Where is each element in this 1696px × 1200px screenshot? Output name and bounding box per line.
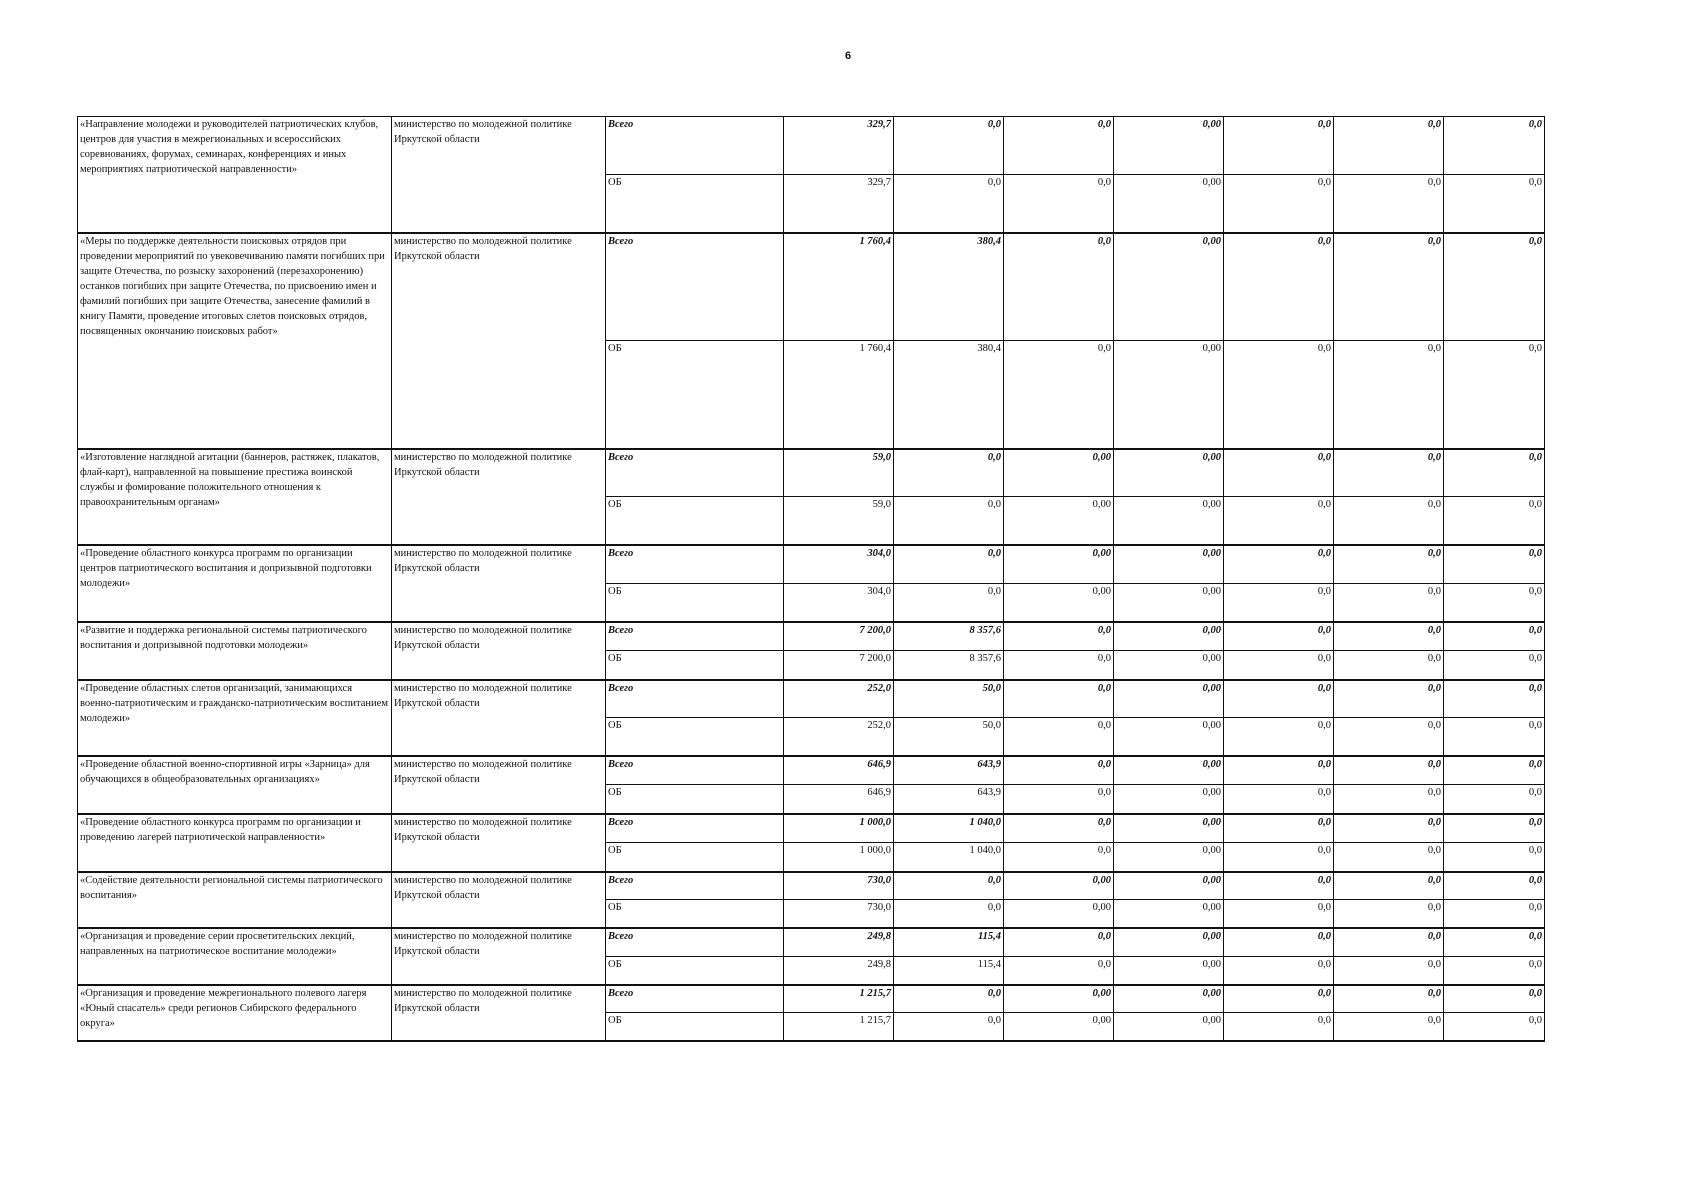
amount-cell: 0,00 [1114, 785, 1224, 814]
amount-cell: 646,9 [784, 756, 894, 785]
amount-cell: 0,00 [1004, 497, 1114, 545]
measure-name: «Организация и проведение серии просветительских лекций, направленных на патриотическое воспитание молодежи» [78, 928, 392, 985]
amount-cell: 0,00 [1004, 985, 1114, 1013]
amount-cell: 730,0 [784, 872, 894, 900]
amount-cell: 0,0 [1444, 900, 1545, 928]
amount-cell: 0,00 [1114, 985, 1224, 1013]
amount-cell: 0,0 [1444, 622, 1545, 651]
amount-cell: 115,4 [894, 957, 1004, 985]
source-label-total: Всего [606, 756, 784, 785]
amount-cell: 0,0 [1224, 928, 1334, 957]
amount-cell: 0,00 [1114, 843, 1224, 872]
source-label-total: Всего [606, 985, 784, 1013]
amount-cell: 0,0 [1334, 584, 1444, 622]
measure-name: «Проведение областного конкурса программ по организации центров патриотического воспитания и допризывной подготовки молодежи» [78, 545, 392, 622]
executor: министерство по молодежной политике Иркутской области [392, 814, 606, 872]
amount-cell: 0,0 [894, 1013, 1004, 1041]
amount-cell: 0,0 [1444, 785, 1545, 814]
amount-cell: 50,0 [894, 718, 1004, 756]
amount-cell: 0,00 [1114, 651, 1224, 680]
amount-cell: 0,00 [1114, 1013, 1224, 1041]
amount-cell: 0,0 [1444, 814, 1545, 843]
amount-cell: 0,0 [1224, 584, 1334, 622]
amount-cell: 0,0 [894, 900, 1004, 928]
amount-cell: 0,0 [1004, 341, 1114, 449]
amount-cell: 0,0 [1224, 622, 1334, 651]
amount-cell: 0,00 [1114, 622, 1224, 651]
amount-cell: 0,0 [1004, 117, 1114, 175]
source-label-total: Всего [606, 622, 784, 651]
executor: министерство по молодежной политике Иркутской области [392, 756, 606, 814]
amount-cell: 0,0 [1224, 233, 1334, 341]
amount-cell: 59,0 [784, 497, 894, 545]
amount-cell: 730,0 [784, 900, 894, 928]
amount-cell: 643,9 [894, 785, 1004, 814]
source-label-ob: ОБ [606, 651, 784, 680]
amount-cell: 0,0 [1224, 117, 1334, 175]
measure-name: «Развитие и поддержка региональной системы патриотического воспитания и допризывной подготовки молодежи» [78, 622, 392, 680]
amount-cell: 252,0 [784, 718, 894, 756]
amount-cell: 0,0 [1334, 985, 1444, 1013]
amount-cell: 0,00 [1004, 584, 1114, 622]
amount-cell: 0,0 [1224, 651, 1334, 680]
amount-cell: 0,0 [1224, 843, 1334, 872]
amount-cell: 0,0 [1004, 843, 1114, 872]
measure-name: «Направление молодежи и руководителей патриотических клубов, центров для участия в межрегиональных и всероссийских соревнованиях, форумах, семинарах, конференциях и иных мероприятиях патриотической направленности» [78, 117, 392, 233]
table-row [78, 545, 1545, 584]
amount-cell: 0,0 [894, 117, 1004, 175]
source-label-ob: ОБ [606, 1013, 784, 1041]
amount-cell: 50,0 [894, 680, 1004, 718]
source-label-total: Всего [606, 233, 784, 341]
amount-cell: 0,0 [1224, 175, 1334, 233]
amount-cell: 304,0 [784, 545, 894, 584]
amount-cell: 1 760,4 [784, 341, 894, 449]
amount-cell: 0,0 [1334, 622, 1444, 651]
amount-cell: 0,0 [1224, 985, 1334, 1013]
source-label-total: Всего [606, 680, 784, 718]
amount-cell: 8 357,6 [894, 651, 1004, 680]
source-label-ob: ОБ [606, 341, 784, 449]
amount-cell: 8 357,6 [894, 622, 1004, 651]
executor: министерство по молодежной политике Иркутской области [392, 622, 606, 680]
table-row [78, 680, 1545, 718]
amount-cell: 0,0 [1224, 814, 1334, 843]
executor: министерство по молодежной политике Иркутской области [392, 117, 606, 233]
amount-cell: 0,0 [1444, 449, 1545, 497]
amount-cell: 0,0 [1334, 814, 1444, 843]
amount-cell: 0,0 [1334, 497, 1444, 545]
amount-cell: 1 215,7 [784, 1013, 894, 1041]
amount-cell: 249,8 [784, 928, 894, 957]
amount-cell: 0,0 [1334, 928, 1444, 957]
amount-cell: 0,0 [1004, 233, 1114, 341]
amount-cell: 0,00 [1114, 497, 1224, 545]
amount-cell: 0,0 [1224, 785, 1334, 814]
amount-cell: 0,0 [1004, 651, 1114, 680]
executor: министерство по молодежной политике Иркутской области [392, 985, 606, 1041]
table-row [78, 814, 1545, 843]
amount-cell: 0,0 [1334, 872, 1444, 900]
amount-cell: 0,0 [1444, 756, 1545, 785]
amount-cell: 0,0 [894, 872, 1004, 900]
executor: министерство по молодежной политике Иркутской области [392, 449, 606, 545]
amount-cell: 0,0 [1004, 756, 1114, 785]
table-row [78, 622, 1545, 651]
amount-cell: 0,0 [1334, 900, 1444, 928]
amount-cell: 0,0 [1224, 900, 1334, 928]
amount-cell: 0,0 [894, 449, 1004, 497]
amount-cell: 0,0 [1444, 928, 1545, 957]
executor: министерство по молодежной политике Иркутской области [392, 872, 606, 928]
source-label-total: Всего [606, 449, 784, 497]
amount-cell: 0,0 [1334, 843, 1444, 872]
amount-cell: 0,0 [1224, 1013, 1334, 1041]
table-row [78, 233, 1545, 341]
executor: министерство по молодежной политике Иркутской области [392, 680, 606, 756]
amount-cell: 0,0 [1444, 233, 1545, 341]
amount-cell: 0,00 [1114, 718, 1224, 756]
executor: министерство по молодежной политике Иркутской области [392, 233, 606, 449]
measure-name: «Изготовление наглядной агитации (баннеров, растяжек, плакатов, флай-карт), направленной на повышение престижа воинской службы и фомирование положительного отношения к правоохранительным органам» [78, 449, 392, 545]
measure-name: «Меры по поддержке деятельности поисковых отрядов при проведении мероприятий по увековечиванию памяти погибших при защите Отечества, по розыску захоронений (перезахоронению) останков погибших при защите Отечества, по присвоению имен и фамилий погибших при защите Отечества, занесение фамилий в книгу Памяти, проведение итоговых слетов поисковых отрядов, посвященных окончанию поисковых работ» [78, 233, 392, 449]
amount-cell: 0,00 [1114, 175, 1224, 233]
executor: министерство по молодежной политике Иркутской области [392, 928, 606, 985]
amount-cell: 0,0 [894, 545, 1004, 584]
amount-cell: 0,00 [1114, 341, 1224, 449]
amount-cell: 252,0 [784, 680, 894, 718]
amount-cell: 1 000,0 [784, 843, 894, 872]
amount-cell: 643,9 [894, 756, 1004, 785]
amount-cell: 0,00 [1114, 449, 1224, 497]
measure-name: «Проведение областной военно-спортивной игры «Зарница» для обучающихся в общеобразовательных организациях» [78, 756, 392, 814]
amount-cell: 0,0 [1224, 718, 1334, 756]
amount-cell: 0,00 [1114, 900, 1224, 928]
amount-cell: 0,00 [1004, 545, 1114, 584]
amount-cell: 0,0 [1444, 497, 1545, 545]
source-label-ob: ОБ [606, 497, 784, 545]
source-label-ob: ОБ [606, 175, 784, 233]
source-label-total: Всего [606, 928, 784, 957]
amount-cell: 380,4 [894, 341, 1004, 449]
amount-cell: 0,0 [1334, 175, 1444, 233]
amount-cell: 59,0 [784, 449, 894, 497]
amount-cell: 0,00 [1114, 872, 1224, 900]
amount-cell: 0,0 [1444, 985, 1545, 1013]
amount-cell: 0,0 [894, 497, 1004, 545]
amount-cell: 0,00 [1114, 957, 1224, 985]
amount-cell: 0,00 [1114, 680, 1224, 718]
amount-cell: 0,0 [1224, 680, 1334, 718]
table-row [78, 449, 1545, 497]
amount-cell: 1 215,7 [784, 985, 894, 1013]
amount-cell: 0,00 [1114, 584, 1224, 622]
amount-cell: 0,0 [1224, 756, 1334, 785]
amount-cell: 0,00 [1004, 1013, 1114, 1041]
table-row [78, 928, 1545, 957]
amount-cell: 329,7 [784, 117, 894, 175]
amount-cell: 0,0 [1334, 756, 1444, 785]
amount-cell: 1 040,0 [894, 843, 1004, 872]
amount-cell: 0,0 [1334, 341, 1444, 449]
amount-cell: 0,00 [1114, 814, 1224, 843]
source-label-total: Всего [606, 814, 784, 843]
amount-cell: 0,0 [894, 985, 1004, 1013]
source-label-ob: ОБ [606, 584, 784, 622]
amount-cell: 0,0 [1444, 872, 1545, 900]
amount-cell: 380,4 [894, 233, 1004, 341]
amount-cell: 0,0 [1444, 843, 1545, 872]
amount-cell: 0,0 [1224, 497, 1334, 545]
amount-cell: 304,0 [784, 584, 894, 622]
source-label-ob: ОБ [606, 957, 784, 985]
amount-cell: 0,0 [1334, 651, 1444, 680]
amount-cell: 0,0 [1334, 680, 1444, 718]
amount-cell: 0,0 [1224, 341, 1334, 449]
source-label-total: Всего [606, 545, 784, 584]
funding-table [77, 116, 1545, 1042]
measure-name: «Организация и проведение межрегионального полевого лагеря «Юный спасатель» среди регионов Сибирского федерального округа» [78, 985, 392, 1041]
amount-cell: 0,0 [1334, 545, 1444, 584]
amount-cell: 0,0 [1224, 545, 1334, 584]
source-label-total: Всего [606, 872, 784, 900]
amount-cell: 0,0 [1334, 785, 1444, 814]
executor: министерство по молодежной политике Иркутской области [392, 545, 606, 622]
amount-cell: 0,0 [894, 175, 1004, 233]
amount-cell: 0,0 [1444, 545, 1545, 584]
amount-cell: 0,00 [1004, 872, 1114, 900]
amount-cell: 0,0 [1334, 957, 1444, 985]
amount-cell: 0,0 [1004, 680, 1114, 718]
amount-cell: 1 760,4 [784, 233, 894, 341]
amount-cell: 0,0 [1334, 1013, 1444, 1041]
amount-cell: 0,00 [1004, 449, 1114, 497]
amount-cell: 1 000,0 [784, 814, 894, 843]
amount-cell: 0,00 [1114, 233, 1224, 341]
amount-cell: 0,00 [1114, 117, 1224, 175]
amount-cell: 0,0 [1444, 175, 1545, 233]
amount-cell: 0,0 [1224, 449, 1334, 497]
amount-cell: 0,0 [1444, 584, 1545, 622]
amount-cell: 7 200,0 [784, 651, 894, 680]
amount-cell: 0,00 [1114, 756, 1224, 785]
amount-cell: 0,0 [1444, 341, 1545, 449]
amount-cell: 0,0 [1334, 117, 1444, 175]
amount-cell: 0,0 [1444, 1013, 1545, 1041]
amount-cell: 0,0 [1444, 957, 1545, 985]
source-label-ob: ОБ [606, 718, 784, 756]
measure-name: «Проведение областных слетов организаций, занимающихся военно-патриотическим и гражданско-патриотическим воспитанием молодежи» [78, 680, 392, 756]
amount-cell: 0,0 [1334, 233, 1444, 341]
amount-cell: 0,0 [1004, 175, 1114, 233]
amount-cell: 0,0 [1334, 718, 1444, 756]
amount-cell: 0,0 [1224, 957, 1334, 985]
table-row [78, 756, 1545, 785]
amount-cell: 0,0 [1224, 872, 1334, 900]
amount-cell: 7 200,0 [784, 622, 894, 651]
amount-cell: 0,0 [1444, 651, 1545, 680]
table-row [78, 117, 1545, 175]
source-label-ob: ОБ [606, 843, 784, 872]
amount-cell: 646,9 [784, 785, 894, 814]
amount-cell: 1 040,0 [894, 814, 1004, 843]
amount-cell: 0,0 [1004, 957, 1114, 985]
measure-name: «Содействие деятельности региональной системы патриотического воспитания» [78, 872, 392, 928]
amount-cell: 0,0 [1004, 928, 1114, 957]
table-row [78, 872, 1545, 900]
amount-cell: 0,00 [1114, 928, 1224, 957]
measure-name: «Проведение областного конкурса программ по организации и проведению лагерей патриотической направленности» [78, 814, 392, 872]
amount-cell: 0,0 [1444, 117, 1545, 175]
source-label-ob: ОБ [606, 785, 784, 814]
amount-cell: 0,0 [1334, 449, 1444, 497]
table-row [78, 985, 1545, 1013]
amount-cell: 329,7 [784, 175, 894, 233]
amount-cell: 0,0 [1004, 622, 1114, 651]
page-number: 6 [844, 50, 852, 62]
amount-cell: 0,00 [1004, 900, 1114, 928]
source-label-ob: ОБ [606, 900, 784, 928]
source-label-total: Всего [606, 117, 784, 175]
amount-cell: 0,00 [1114, 545, 1224, 584]
amount-cell: 0,0 [1444, 718, 1545, 756]
amount-cell: 115,4 [894, 928, 1004, 957]
amount-cell: 0,0 [1444, 680, 1545, 718]
amount-cell: 0,0 [894, 584, 1004, 622]
amount-cell: 0,0 [1004, 718, 1114, 756]
amount-cell: 0,0 [1004, 814, 1114, 843]
amount-cell: 249,8 [784, 957, 894, 985]
amount-cell: 0,0 [1004, 785, 1114, 814]
